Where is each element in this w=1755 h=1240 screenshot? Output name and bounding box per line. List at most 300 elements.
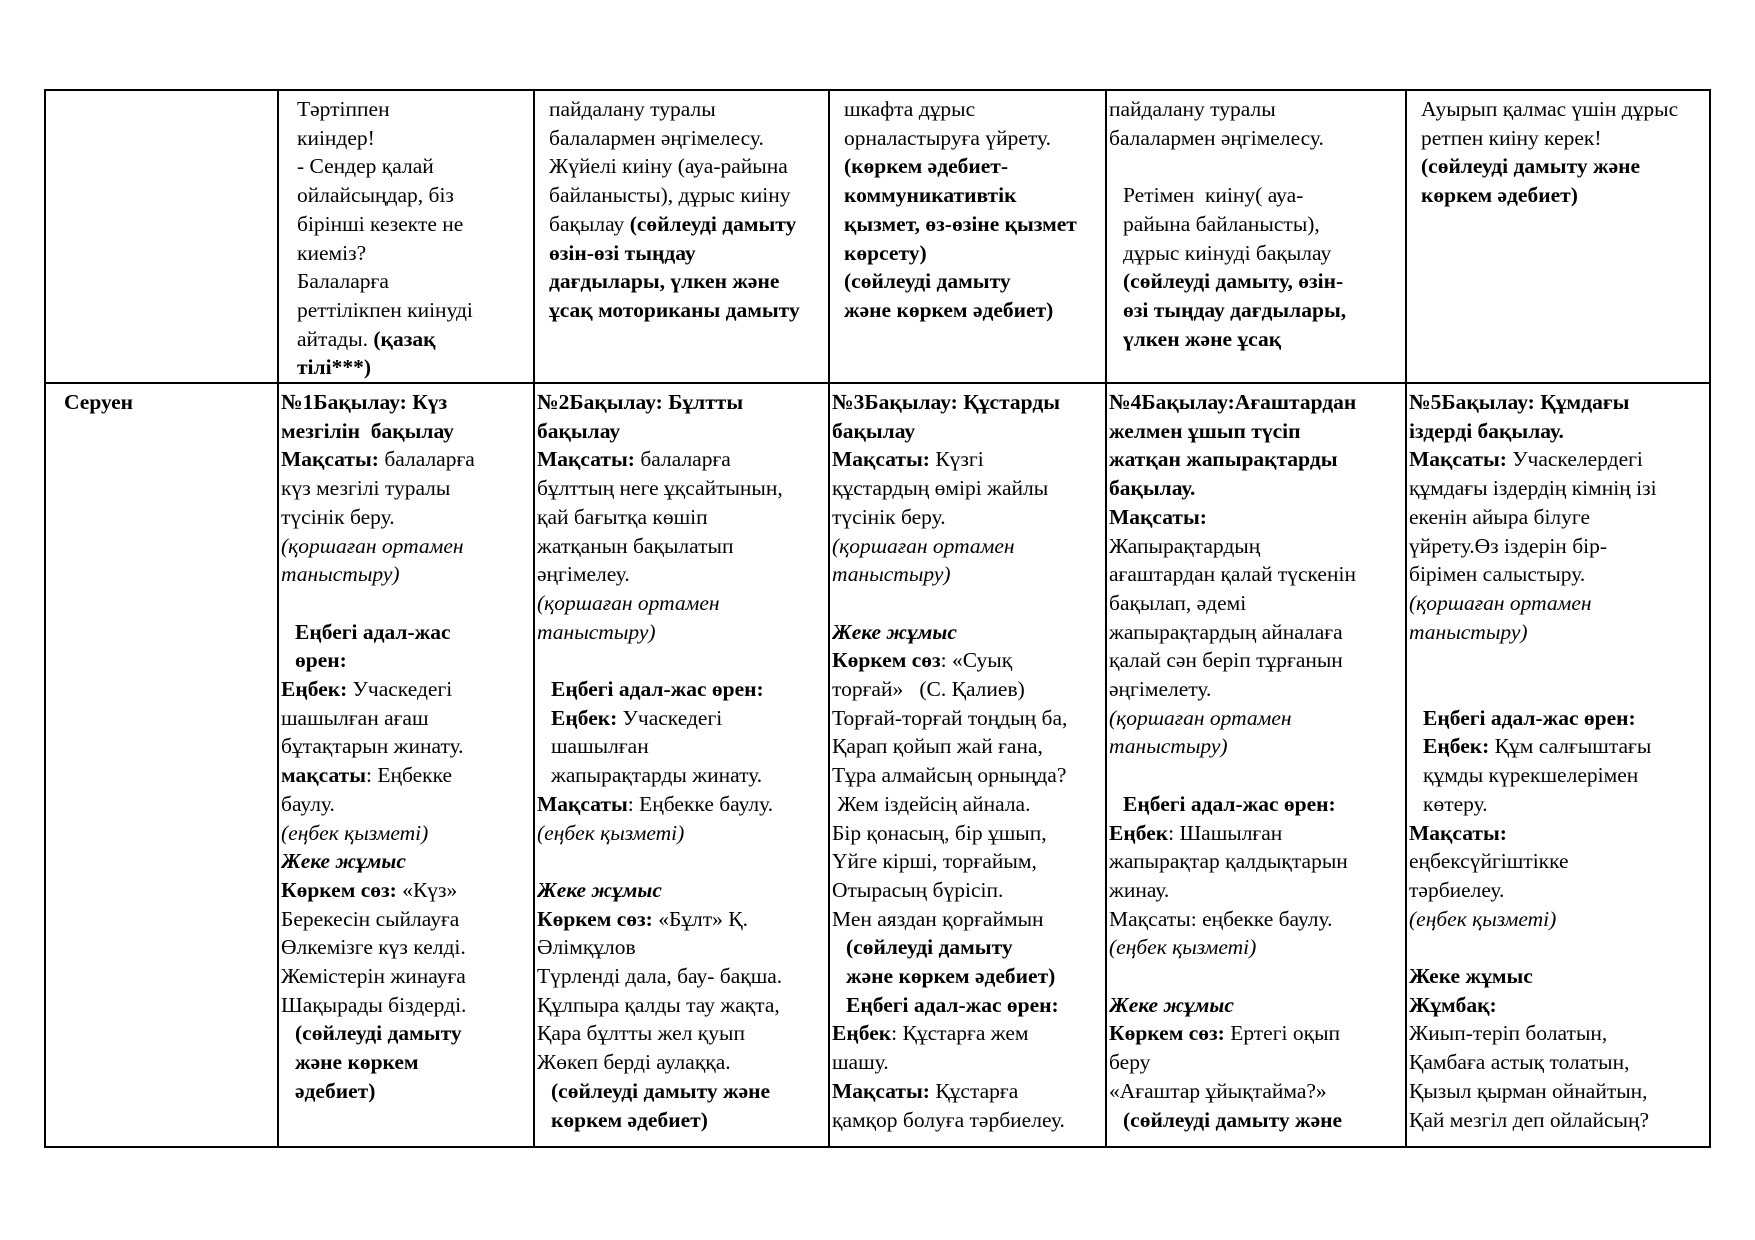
text-line xyxy=(537,1048,828,1077)
text-run: әңгімелету. xyxy=(1109,677,1212,702)
text-run: Мақсаты: xyxy=(1409,447,1507,472)
text-line xyxy=(1109,1106,1405,1135)
text-run: қызмет, өз-өзіне қызмет xyxy=(844,211,1077,236)
text-run: Мақсаты: xyxy=(1409,820,1507,845)
text-run: (сөйлеуді дамыту xyxy=(844,269,1011,294)
text-line xyxy=(832,1019,1105,1048)
text-run: Еңбегі адал-жас өрен: xyxy=(846,992,1059,1017)
text-run: дағдылары, үлкен және xyxy=(549,269,780,294)
text-line xyxy=(537,503,828,532)
text-run: түсінік беру. xyxy=(281,504,395,529)
text-line xyxy=(281,732,533,761)
text-run: Мақсаты: еңбекке баулу. xyxy=(1109,906,1333,931)
cell-walk-col1 xyxy=(278,383,534,1147)
text-run: Еңбек: xyxy=(551,705,618,730)
text-line xyxy=(1109,675,1405,704)
text-run: жапырақтардың айналаға xyxy=(1109,619,1343,644)
text-line xyxy=(281,933,533,962)
text-run: бақылау xyxy=(549,211,625,236)
text-line xyxy=(537,560,828,589)
text-run: Мақсаты xyxy=(537,791,628,816)
text-line xyxy=(832,646,1105,675)
text-run: Құм салғыштағы xyxy=(1489,734,1652,759)
text-run: әңгімелеу. xyxy=(537,562,630,587)
text-line xyxy=(1109,876,1405,905)
text-run: «Күз» xyxy=(396,877,458,902)
cell-walk-col4 xyxy=(1106,383,1406,1147)
text-run: (сөйлеуді дамыту xyxy=(624,211,797,236)
text-line xyxy=(281,532,533,561)
text-line xyxy=(832,1048,1105,1077)
text-line xyxy=(549,239,828,268)
text-run: ұсақ моториканы дамыту xyxy=(549,297,800,322)
text-line xyxy=(832,819,1105,848)
text-line xyxy=(1409,618,1709,647)
text-run: балалармен әңгімелесу. xyxy=(549,125,764,150)
cell-content xyxy=(297,95,533,382)
text-line xyxy=(832,905,1105,934)
text-run: бақылау xyxy=(832,418,916,443)
text-run: таныстыру) xyxy=(1409,619,1528,644)
text-line xyxy=(1409,962,1709,991)
text-line xyxy=(1109,124,1405,153)
text-line xyxy=(297,124,533,153)
text-line xyxy=(832,962,1105,991)
row-label-cell xyxy=(45,383,278,1147)
text-run: Тұра алмайсың орныңда? xyxy=(832,763,1067,788)
text-run: бұтақтарын жинату. xyxy=(281,734,464,759)
text-line xyxy=(1109,1019,1405,1048)
text-line xyxy=(844,124,1105,153)
text-run: балалармен әңгімелесу. xyxy=(1109,125,1324,150)
text-run: үйрету.Өз іздерін бір- xyxy=(1409,533,1608,558)
text-line xyxy=(1109,646,1405,675)
text-run: екенін айыра білуге xyxy=(1409,504,1590,529)
text-run: Отырасың бүрісіп. xyxy=(832,877,1004,902)
text-run: Жемістерін жинауға xyxy=(281,964,466,989)
cell-walk-col3 xyxy=(829,383,1106,1147)
text-run: Ауырып қалмас үшін дұрыс xyxy=(1421,97,1679,121)
text-run: орналастыруға үйрету. xyxy=(844,125,1051,150)
text-run: таныстыру) xyxy=(832,562,951,587)
text-line xyxy=(1109,95,1405,124)
text-run: «Ағаштар ұйықтайма?» xyxy=(1109,1078,1327,1103)
text-line xyxy=(832,704,1105,733)
text-line xyxy=(1109,325,1405,354)
text-run: ойлайсыңдар, біз xyxy=(297,183,454,208)
text-line xyxy=(832,532,1105,561)
text-line xyxy=(537,1077,828,1106)
text-line xyxy=(1409,1019,1709,1048)
text-line xyxy=(1409,704,1709,733)
text-run: (сөйлеуді дамыту және xyxy=(1421,154,1641,179)
text-run: Торғай-торғай тоңдың ба, xyxy=(832,705,1068,730)
text-run: Мақсаты: xyxy=(832,447,930,472)
cell-content xyxy=(537,388,828,1146)
text-run: реттілікпен киінуді xyxy=(297,297,473,322)
text-run: : Шашылған xyxy=(1168,820,1283,845)
text-line xyxy=(1109,704,1405,733)
text-line xyxy=(1421,124,1709,153)
cell-walk-col2 xyxy=(534,383,829,1147)
cell-content xyxy=(832,388,1105,1146)
blank-line xyxy=(1409,933,1709,962)
text-run: (сөйлеуді дамыту және xyxy=(551,1078,771,1103)
blank-line xyxy=(1109,152,1405,181)
text-line xyxy=(832,618,1105,647)
row-label xyxy=(46,91,277,382)
text-run: бұлттың неге ұқсайтынын, xyxy=(537,476,783,501)
text-line xyxy=(297,95,533,124)
text-line xyxy=(537,532,828,561)
text-line xyxy=(832,560,1105,589)
text-line xyxy=(297,325,533,354)
text-run: Еңбек: xyxy=(1423,734,1490,759)
cell-content xyxy=(1409,388,1709,1146)
text-line xyxy=(1409,761,1709,790)
text-line xyxy=(1409,589,1709,618)
text-run: құстардың өмірі жайлы xyxy=(832,476,1049,501)
text-run: Әлімқұлов xyxy=(537,935,636,960)
text-line xyxy=(1409,732,1709,761)
text-run: : Еңбекке xyxy=(365,763,453,788)
blank-line xyxy=(1109,962,1405,991)
text-line xyxy=(1409,790,1709,819)
text-line xyxy=(832,761,1105,790)
text-run: баулу. xyxy=(281,791,335,816)
text-line xyxy=(1109,847,1405,876)
text-run: Учаскелердегі xyxy=(1506,447,1643,472)
text-run: Еңбегі адал-жас өрен: xyxy=(1123,791,1336,816)
text-line xyxy=(281,388,533,417)
text-run: айтады. xyxy=(297,326,369,351)
text-line xyxy=(281,503,533,532)
text-line xyxy=(1109,1048,1405,1077)
text-line xyxy=(549,210,828,239)
text-run: Көркем сөз: xyxy=(281,877,397,902)
blank-line xyxy=(1109,761,1405,790)
text-run: (сөйлеуді дамыту және xyxy=(1123,1107,1343,1132)
text-run: Тәртіппен xyxy=(297,97,390,121)
text-run: көркем әдебиет) xyxy=(551,1107,708,1132)
text-run: таныстыру) xyxy=(1109,734,1228,759)
text-line xyxy=(1409,532,1709,561)
text-run: таныстыру) xyxy=(537,619,656,644)
text-run: жапырақтар қалдықтарын xyxy=(1109,849,1348,874)
text-run: бірімен салыстыру. xyxy=(1409,562,1586,587)
text-run: торғай» (С. Қалиев) xyxy=(832,677,1025,702)
text-run: және көркем xyxy=(295,1050,419,1075)
text-run: коммуникативтік xyxy=(844,183,1017,208)
text-run: қамқор болуға тәрбиелеу. xyxy=(832,1107,1065,1132)
cell-content xyxy=(281,388,533,1146)
text-run: Өлкемізге күз келді. xyxy=(281,935,466,960)
text-run: (қоршаған ортамен xyxy=(832,533,1015,558)
text-line xyxy=(1109,790,1405,819)
text-run: Қара бұлтты жел қуып xyxy=(537,1021,745,1046)
text-run: Көркем сөз: xyxy=(537,906,653,931)
text-line xyxy=(537,933,828,962)
text-run: ағаштардан қалай түскенін xyxy=(1109,562,1356,587)
text-run: шашылған xyxy=(551,734,649,759)
text-run: Жұмбақ: xyxy=(1409,992,1497,1017)
text-line xyxy=(1109,474,1405,503)
text-line xyxy=(1409,991,1709,1020)
text-run: Еңбегі адал-жас xyxy=(295,619,451,644)
cell-content xyxy=(549,95,828,382)
text-run: Жүйелі киіну (ауа-райына xyxy=(549,154,788,179)
text-run: Учаскедегі xyxy=(347,677,453,702)
text-line xyxy=(549,181,828,210)
text-line xyxy=(1109,239,1405,268)
text-line xyxy=(844,267,1105,296)
text-run: (қазақ xyxy=(368,326,436,351)
text-line xyxy=(1109,991,1405,1020)
text-run: түсінік беру. xyxy=(832,504,946,529)
text-run: Балаларға xyxy=(297,269,389,294)
text-run: Мақсаты: xyxy=(537,447,635,472)
text-line xyxy=(297,181,533,210)
text-run: өрен: xyxy=(295,648,347,673)
text-run: пайдалану туралы xyxy=(549,97,716,121)
cell-top-col4 xyxy=(1106,90,1406,383)
text-line xyxy=(1109,503,1405,532)
cell-walk-col5 xyxy=(1406,383,1710,1147)
text-run: (сөйлеуді дамыту, өзін- xyxy=(1123,269,1344,294)
text-line xyxy=(537,1106,828,1135)
blank-line xyxy=(832,589,1105,618)
text-run: Қызыл қырман ойнайтын, xyxy=(1409,1078,1648,1103)
cell-top-col5 xyxy=(1406,90,1710,383)
text-run: Жеке жұмыс xyxy=(832,619,957,644)
text-run: Түрленді дала, бау- бақша. xyxy=(537,964,783,989)
text-run: (еңбек қызметі) xyxy=(1109,935,1257,960)
text-run: Еңбек xyxy=(832,1021,892,1046)
text-line xyxy=(844,210,1105,239)
text-line xyxy=(1409,560,1709,589)
text-line xyxy=(832,388,1105,417)
text-line xyxy=(1409,1048,1709,1077)
cell-top-col2 xyxy=(534,90,829,383)
text-run: дұрыс киінуді бақылау xyxy=(1123,240,1332,265)
text-run: Қамбаға астық толатын, xyxy=(1409,1050,1630,1075)
blank-line xyxy=(281,589,533,618)
text-line xyxy=(537,388,828,417)
table-row-top xyxy=(45,90,1710,383)
text-run: тәрбиелеу. xyxy=(1409,877,1505,902)
cell-top-col1 xyxy=(278,90,534,383)
row-label-walk: Серуен xyxy=(64,390,134,415)
text-run: Жөкеп берді аулаққа. xyxy=(537,1050,731,1075)
text-line xyxy=(549,95,828,124)
text-run: Берекесін сыйлауға xyxy=(281,906,460,931)
text-line xyxy=(832,933,1105,962)
text-run: Жеке жұмыс xyxy=(281,849,406,874)
text-run: Еңбегі адал-жас өрен: xyxy=(551,677,764,702)
text-run: пайдалану туралы xyxy=(1109,97,1276,121)
text-run: №4Бақылау:Ағаштардан xyxy=(1109,390,1357,415)
text-line xyxy=(1109,181,1405,210)
text-line xyxy=(1409,1077,1709,1106)
text-run: Жеке жұмыс xyxy=(537,877,662,902)
text-run: жатқан жапырақтарды xyxy=(1109,447,1338,472)
text-run: жатқанын бақылатып xyxy=(537,533,734,558)
text-run: (қоршаған ортамен xyxy=(1409,590,1592,615)
cell-content xyxy=(844,95,1105,382)
text-run: байланысты), дұрыс киіну xyxy=(549,183,791,208)
text-line xyxy=(832,790,1105,819)
text-line xyxy=(1109,532,1405,561)
text-line xyxy=(1409,876,1709,905)
text-line xyxy=(1109,296,1405,325)
text-line xyxy=(1109,210,1405,239)
text-run: №5Бақылау: Құмдағы xyxy=(1409,390,1630,415)
text-run: және көркем әдебиет) xyxy=(846,964,1056,989)
text-run: құмдағы іздердің кімнің ізі xyxy=(1409,476,1657,501)
cell-content xyxy=(1109,95,1405,382)
text-line xyxy=(1409,905,1709,934)
text-run: Жиып-теріп болатын, xyxy=(1409,1021,1608,1046)
text-line xyxy=(1109,388,1405,417)
text-line xyxy=(1409,819,1709,848)
text-line xyxy=(537,589,828,618)
text-line xyxy=(281,417,533,446)
text-run: жинау. xyxy=(1109,877,1170,902)
text-run: ретпен киіну керек! xyxy=(1421,125,1602,150)
text-run: мезгілін бақылау xyxy=(281,418,454,443)
text-line xyxy=(1409,847,1709,876)
text-line xyxy=(537,819,828,848)
text-line xyxy=(281,905,533,934)
text-line xyxy=(281,1019,533,1048)
text-line xyxy=(832,876,1105,905)
text-line xyxy=(281,991,533,1020)
text-run: Құстарға xyxy=(929,1078,1019,1103)
text-run: Еңбегі адал-жас өрен: xyxy=(1423,705,1636,730)
text-line xyxy=(1421,181,1709,210)
text-line xyxy=(281,761,533,790)
text-line xyxy=(832,474,1105,503)
text-run: (еңбек қызметі) xyxy=(1409,906,1557,931)
text-line xyxy=(832,1077,1105,1106)
text-run: күз мезгілі туралы xyxy=(281,476,451,501)
text-line xyxy=(1421,152,1709,181)
text-run: №3Бақылау: Құстарды xyxy=(832,390,1061,415)
text-run: (еңбек қызметі) xyxy=(281,820,429,845)
text-run: шкафта дұрыс xyxy=(844,97,976,121)
text-run: Қай мезгіл деп ойлайсың? xyxy=(1409,1107,1649,1132)
text-run: №1Бақылау: Күз xyxy=(281,390,448,415)
text-line xyxy=(844,181,1105,210)
text-run: бірінші кезекте не xyxy=(297,211,464,236)
cell-top-col3 xyxy=(829,90,1106,383)
blank-line xyxy=(1409,675,1709,704)
text-line xyxy=(537,1019,828,1048)
text-line xyxy=(549,152,828,181)
text-line xyxy=(537,618,828,647)
table-row-walk xyxy=(45,383,1710,1147)
text-run: Шақырады біздерді. xyxy=(281,992,467,1017)
text-run: Еңбек: xyxy=(281,677,348,702)
text-run: райына байланысты), xyxy=(1123,211,1320,236)
text-line xyxy=(281,618,533,647)
text-run: №2Бақылау: Бұлтты xyxy=(537,390,744,415)
text-run: бақылау xyxy=(537,418,621,443)
text-run: қалай сән беріп тұрғанын xyxy=(1109,648,1343,673)
text-line xyxy=(537,445,828,474)
text-run: әдебиет) xyxy=(295,1078,376,1103)
text-run: (сөйлеуді дамыту xyxy=(846,935,1013,960)
text-run: өзін-өзі тыңдау xyxy=(549,240,696,265)
text-run: (қоршаған ортамен xyxy=(281,533,464,558)
text-line xyxy=(832,991,1105,1020)
text-run: бақылау. xyxy=(1109,476,1196,501)
text-run: Жеке жұмыс xyxy=(1409,964,1533,989)
text-line xyxy=(537,732,828,761)
text-line xyxy=(549,296,828,325)
text-run: Мақсаты: xyxy=(1109,504,1207,529)
text-line xyxy=(281,819,533,848)
text-run: : Құстарға жем xyxy=(891,1021,1029,1046)
text-line xyxy=(832,1106,1105,1135)
blank-line xyxy=(1409,646,1709,675)
text-line xyxy=(297,152,533,181)
text-line xyxy=(1109,267,1405,296)
text-run: мақсаты xyxy=(281,763,366,788)
text-run: көрсету) xyxy=(844,240,927,265)
text-line xyxy=(281,474,533,503)
text-line xyxy=(537,417,828,446)
text-line xyxy=(537,704,828,733)
text-line xyxy=(297,239,533,268)
text-line xyxy=(844,239,1105,268)
text-run: желмен ұшып түсіп xyxy=(1109,418,1301,443)
text-run: (қоршаған ортамен xyxy=(1109,705,1292,730)
text-run: балаларға xyxy=(634,447,731,472)
text-line xyxy=(1109,560,1405,589)
text-line xyxy=(537,790,828,819)
text-run: киеміз? xyxy=(297,240,367,265)
text-run: Қарап қойып жай ғана, xyxy=(832,734,1043,759)
text-run: «Бұлт» Қ. xyxy=(652,906,748,931)
text-line xyxy=(537,876,828,905)
text-line xyxy=(1409,503,1709,532)
text-line xyxy=(537,761,828,790)
text-run: көркем әдебиет) xyxy=(1421,183,1578,208)
text-run: Бір қонасың, бір ұшып, xyxy=(832,820,1047,845)
text-run: қай бағытқа көшіп xyxy=(537,504,708,529)
text-run: Жапырақтардың xyxy=(1109,533,1261,558)
text-line xyxy=(281,1048,533,1077)
text-line xyxy=(832,675,1105,704)
text-line xyxy=(1109,417,1405,446)
text-run: тілі***) xyxy=(297,355,371,380)
text-line xyxy=(537,474,828,503)
text-line xyxy=(297,267,533,296)
text-line xyxy=(1109,819,1405,848)
text-line xyxy=(549,124,828,153)
text-run: : «Суық xyxy=(940,648,1013,673)
text-line xyxy=(537,905,828,934)
text-line xyxy=(1409,445,1709,474)
text-run: шашылған ағаш xyxy=(281,705,429,730)
text-line xyxy=(832,847,1105,876)
text-run: Мен аяздан қорғаймын xyxy=(832,906,1044,931)
text-line xyxy=(1109,445,1405,474)
text-line xyxy=(281,445,533,474)
text-line xyxy=(281,560,533,589)
text-line xyxy=(1109,732,1405,761)
